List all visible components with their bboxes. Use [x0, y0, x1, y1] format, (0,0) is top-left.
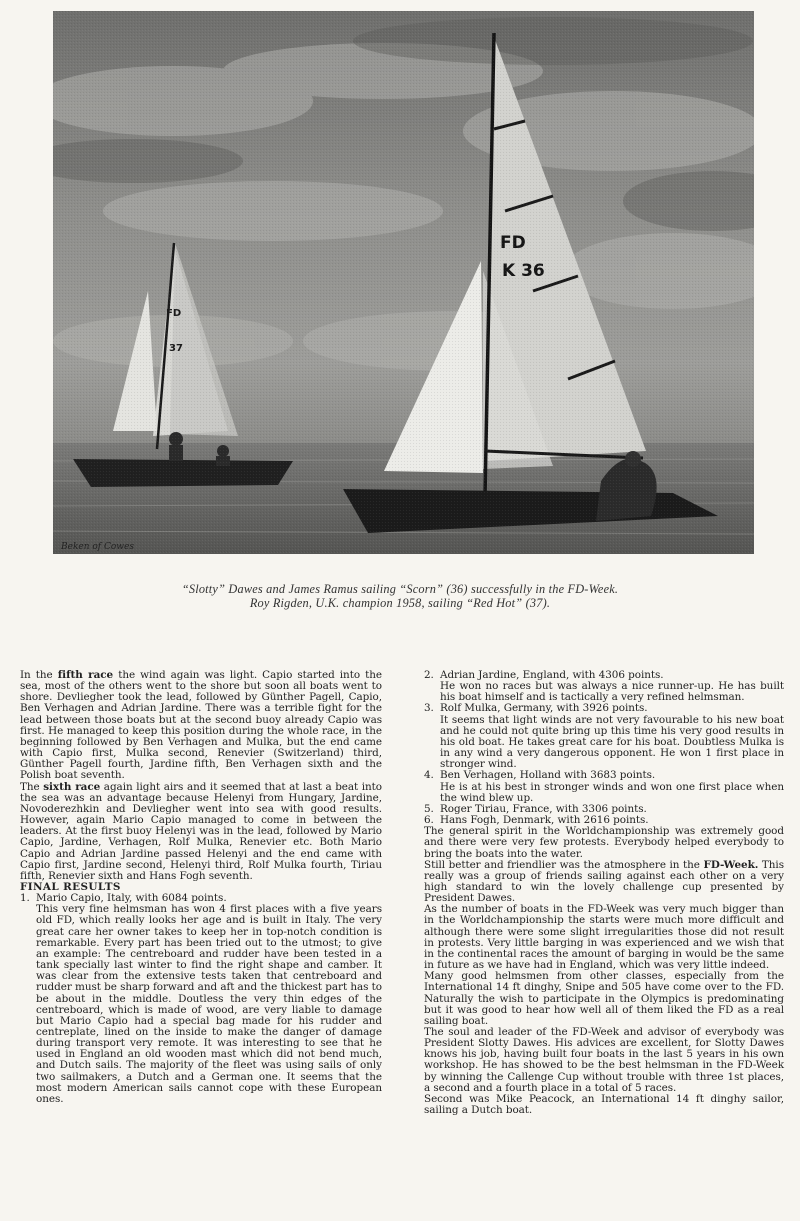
result-number: 3. — [424, 702, 434, 715]
result-item-4 — [424, 770, 784, 803]
result-title: Mario Capio, Italy, with 6084 points. — [36, 892, 227, 905]
paragraph-sixth-race: The sixth race again light airs and it seemed that at last a beat into the sea was an advantage because Helenyi from Hungary, Jardine, Novoderezhkin and Devliegher went into sea with good results. However, again Mario Capio managed to come in between the leaders. At the first buoy Helenyi was in the lead, followed by Mario Capio, Jardine, Verhagen, Rolf Mulka, Renevier etc. Both Mario Capio and Adrian Jardine passed Helenyi and the end came with Capio first, Jardine second, Helenyi third, Rolf Mulka fourth, Tiriau fifth, Renevier sixth and Hans Fogh seventh. — [20, 780, 383, 882]
result-text: He is at his best in stronger winds and won one first place when the wind blew up. — [440, 780, 784, 804]
paragraph-starts: As the number of boats in the FD-Week was very much bigger than in the Worldchampionship the starts were much more difficult and although there were some slight irregularities those did not result in protests. Very little barging in was experienced and we wish that in the continental races the amount of barging in would be the same in future as we have had in England, which was very little indeed. — [424, 903, 784, 972]
fd-week-label: FD-Week. — [703, 858, 759, 871]
photo-grain — [53, 11, 754, 554]
right-column — [424, 670, 784, 1116]
result-title: Adrian Jardine, England, with 4306 points. — [440, 669, 664, 681]
result-text: He won no races but was always a nice runner-up. He has built his boat himself and is tactically a very refined helmsman. — [440, 680, 784, 704]
result-number: 2. — [424, 669, 434, 681]
left-column — [20, 670, 382, 1105]
result-title: Roger Tiriau, France, with 3306 points. — [440, 802, 647, 815]
result-number: 1. — [20, 892, 30, 905]
sailing-photo — [53, 11, 754, 554]
result-text: This very fine helmsman has won 4 first places with a five years old FD, which really looks her age and is built in Italy. The very great care her owner takes to keep her in top-notch condition is remarkable. Every part has been tried out to the utmost; to give an example: The centreboard and rudder have been tested in a tank specially last winter to find the right shape and camber. It was clear from the extensive tests taken that centreboard and rudder must be sharp forward and aft and the thickest part has to be about in the middle. Doutless the very thin edges of the centreboard, which is made of wood, are very liable to damage but Mario Capio had a special bag made for his rudder and centreplate, lined on the inside to make the danger of damage during transport very remote. It was interesting to see that he used in England an old wooden mast which did not bend much, and Dutch sails. The majority of the fleet was using sails of only two sailmakers, a Dutch and a German one. It seems that the most modern American sails cannot cope with these European ones. — [36, 903, 382, 1105]
photo-caption — [0, 582, 800, 610]
paragraph-fifth-race: In the fifth race the wind again was light. Capio started into the sea, most of the others went to the shore but soon all boats went to shore. Devliegher took the lead, followed by Günther Pagell, Capio, Ben Verhagen and Adrian Jardine. There was a terrible fight for the lead between those boats but at the second buoy already Capio was first. He managed to keep this position during the whole race, in the beginning followed by Ben Verhagen and Mulka, but the end came with Capio first, Mulka second, Renevier (Switzerland) third, Günther Pagell fourth, Jardine fifth, Ben Verhagen sixth and the Polish boat seventh. — [20, 669, 382, 782]
final-results-heading: FINAL RESULTS — [20, 880, 121, 893]
photo-illustration — [53, 11, 754, 554]
result-item-3 — [424, 703, 784, 770]
paragraph-general-spirit: The general spirit in the Worldchampionship was extremely good and there were very few protests. Everybody helped everybody to bring the boats into the water. — [424, 825, 784, 860]
fifth-race-label: fifth race — [57, 669, 114, 681]
result-number: 4. — [424, 769, 434, 782]
paragraph-helmsmen: Many good helmsmen from other classes, especially from the International 14 ft dinghy, Snipe and 505 have come over to the FD. Naturally the wish to participate in the Olympics is predominating but it was good to hear how well all of them liked the FD as a real sailing boat. — [424, 970, 784, 1027]
result-title: Ben Verhagen, Holland with 3683 points. — [440, 769, 656, 782]
result-number: 6. — [424, 814, 434, 827]
paragraph-second-place: Second was Mike Peacock, an International 14 ft dinghy sailor, sailing a Dutch boat. — [424, 1092, 784, 1117]
result-title: Rolf Mulka, Germany, with 3926 points. — [440, 702, 648, 715]
result-number: 5. — [424, 802, 434, 815]
result-item-1 — [20, 893, 382, 1105]
sixth-race-label: sixth race — [43, 780, 101, 793]
caption-line-2: Roy Rigden, U.K. champion 1958, sailing “Red Hot” (37). — [249, 596, 551, 610]
paragraph-slotty-dawes: The soul and leader of the FD-Week and advisor of everybody was President Slotty Dawes. His advices are excellent, for Slotty Dawes knows his job, having built four boats in the last 5 years in his own workshop. He has showed to be the best helmsman in the FD-Week by winning the Callenge Cup without trouble with three 1st places, a second and a fourth place in a total of 5 races. — [424, 1026, 784, 1094]
result-text: It seems that light winds are not very favourable to his new boat and he could not quite bring up this time his very good results in his old boat. He takes great care for his boat. Doubtless Mulka is in any wind a very dangerous opponent. He won 1 first place in stronger wind. — [440, 713, 784, 771]
result-title: Hans Fogh, Denmark, with 2616 points. — [440, 814, 649, 827]
paragraph-fd-week: Still better and friendlier was the atmosphere in the FD-Week. This really was a group of friends sailing against each other on a very high standard to win the lovely challenge cup presented by President Dawes. — [424, 858, 784, 905]
caption-line-1: “Slotty” Dawes and James Ramus sailing “Scorn” (36) successfully in the FD-Week. — [181, 582, 619, 596]
result-item-2 — [424, 670, 784, 703]
